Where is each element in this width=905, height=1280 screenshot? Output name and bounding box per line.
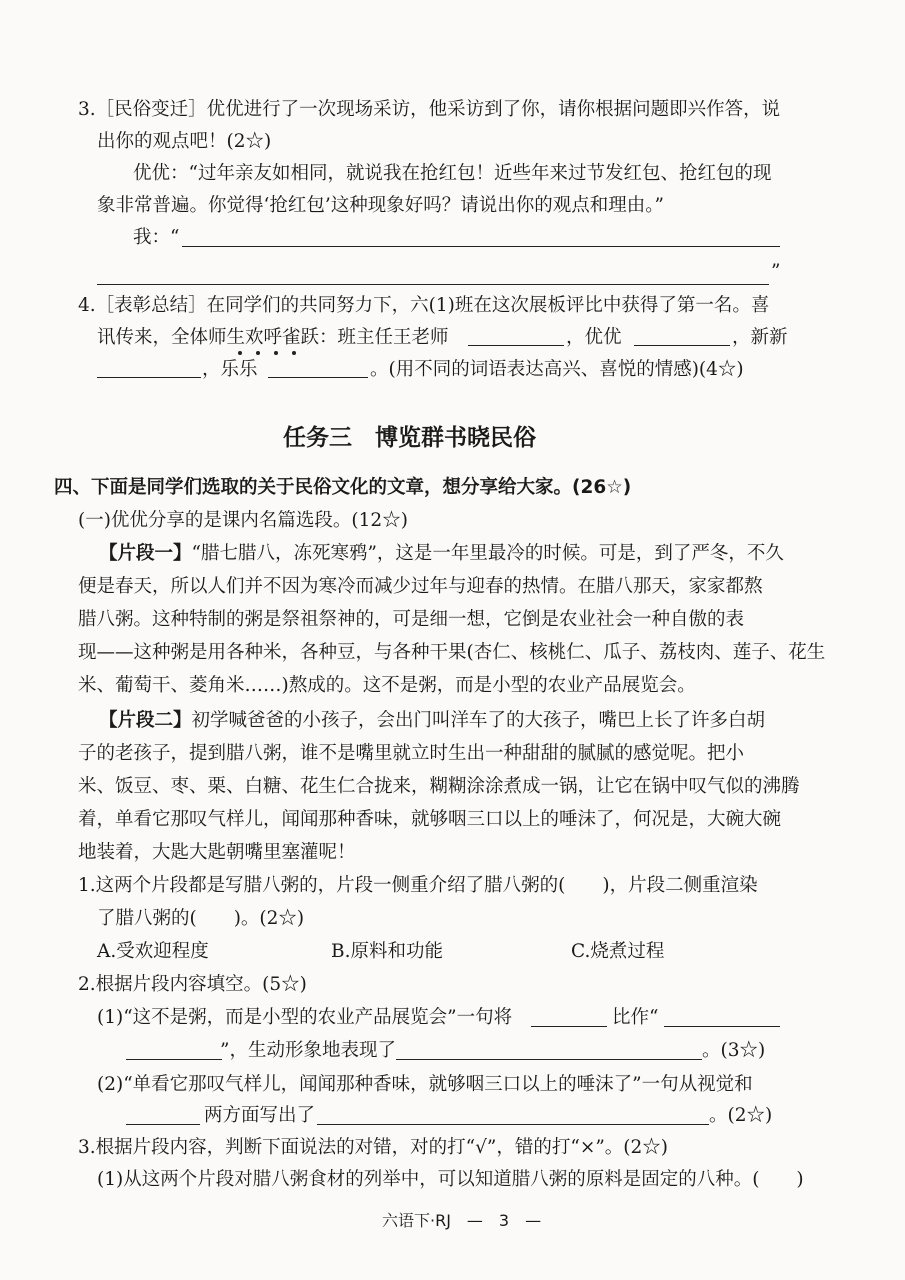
- q4-line1: 4.［表彰总结］在同学们的共同努力下，六(1)班在这次展板评比中获得了第一名。喜: [78, 295, 770, 316]
- q2-s1-blank-2[interactable]: [664, 1025, 780, 1027]
- q2-s1-c: ”，生动形象地表现了: [220, 1040, 396, 1061]
- q3b-heading: 3.根据片段内容，判断下面说法的对错，对的打“√”，错的打“×”。(2☆): [78, 1137, 668, 1158]
- passage1-text1: “腊七腊八，冻死寒鸦”，这是一年里最冷的时候。可是，到了严冬，不久: [191, 543, 784, 564]
- q4-blank-lele[interactable]: [268, 376, 368, 378]
- passage1-tag: 【片段一】: [99, 543, 192, 564]
- passage2-tag: 【片段二】: [99, 710, 192, 731]
- q3b-s1: (1)从这两个片段对腊八粥食材的列举中，可以知道腊八粥的原料是固定的八种。( ): [97, 1169, 804, 1190]
- q4-line3-a: ，乐乐: [202, 359, 258, 380]
- q2-s1-a: (1)“这不是粥，而是小型的农业产品展览会”一句将: [97, 1007, 513, 1028]
- section4-heading: 四、下面是同学们选取的关于民俗文化的文章，想分享给大家。(26☆): [54, 477, 632, 498]
- q1-option-a[interactable]: A.受欢迎程度: [97, 941, 209, 962]
- q1-line1: 1.这两个片段都是写腊八粥的，片段一侧重介绍了腊八粥的( )，片段二侧重渲染: [78, 875, 758, 896]
- q2-s1-blank-4[interactable]: [396, 1058, 702, 1060]
- q3-line1: 3.［民俗变迁］优优进行了一次现场采访，他采访到了你，请你根据问题即兴作答，说: [78, 99, 781, 120]
- passage1-line5: 米、葡萄干、菱角米……)熬成的。这不是粥，而是小型的农业产品展览会。: [78, 675, 696, 696]
- q3-quote-line1: 优优：“过年亲友如相同，就说我在抢红包！近些年来过节发红包、抢红包的现: [133, 163, 772, 184]
- passage1-line2: 便是春天，所以人们并不因为寒冷而减少过年与迎春的热情。在腊八那天，家家都熬: [78, 576, 763, 597]
- q3-answer-blank-1[interactable]: [182, 245, 780, 247]
- passage2-line2: 子的老孩子，提到腊八粥，谁不是嘴里就立时生出一种甜甜的腻腻的感觉呢。把小: [78, 743, 745, 764]
- emphasis-dot: [274, 351, 278, 355]
- passage2-line3: 米、饭豆、枣、栗、白糖、花生仁合拢来，糊糊涂涂煮成一锅，让它在锅中叹气似的沸腾: [78, 776, 800, 797]
- passage2-line5: 地装着，大匙大匙朝嘴里塞灌呢！: [78, 842, 356, 863]
- q4-blank-teacher[interactable]: [468, 344, 564, 346]
- passage2-line1: [99, 712, 765, 731]
- q2-s2-blank-1[interactable]: [126, 1123, 200, 1125]
- q2-s2-c: 。(2☆): [709, 1105, 773, 1126]
- q2-heading: 2.根据片段内容填空。(5☆): [78, 974, 307, 995]
- q4-line2-c: ，新新: [732, 327, 788, 348]
- page-footer: 六语下·RJ — 3 —: [382, 1211, 542, 1230]
- q2-s2-blank-2[interactable]: [317, 1123, 709, 1125]
- q3-quote-line2: 象非常普遍。你觉得‘抢红包’这种现象好吗？请说出你的观点和理由。”: [97, 195, 664, 216]
- q2-s2-b: 两方面写出了: [204, 1105, 316, 1126]
- passage1-line1: [99, 545, 784, 564]
- q1-line2: 了腊八粥的( )。(2☆): [97, 908, 305, 929]
- section4-sub1: (一)优优分享的是课内名篇选段。(12☆): [78, 510, 408, 531]
- q2-s1-blank-1[interactable]: [531, 1025, 607, 1027]
- emphasis-dot: [238, 351, 242, 355]
- q2-s1-d: 。(3☆): [702, 1040, 766, 1061]
- q2-s2-a: (2)“单看它那叹气样儿，闻闻那种香味，就够咽三口以上的唾沫了”一句从视觉和: [97, 1074, 753, 1095]
- q1-option-b[interactable]: B.原料和功能: [331, 941, 443, 962]
- passage1-line3: 腊八粥。这种特制的粥是祭祖祭神的，可是细一想，它倒是农业社会一种自傲的表: [78, 609, 745, 630]
- q1-option-c[interactable]: C.烧煮过程: [571, 941, 665, 962]
- emphasis-dot: [256, 351, 260, 355]
- q3-answer-blank-2[interactable]: [97, 283, 769, 285]
- q3-line2: 出你的观点吧！(2☆): [97, 131, 272, 152]
- q2-s1-blank-3[interactable]: [126, 1058, 222, 1060]
- q2-s1-b: 比作“: [612, 1007, 659, 1028]
- passage1-line4: 现——这种粥是用各种米，各种豆，与各种干果(杏仁、核桃仁、瓜子、荔枝肉、莲子、花生: [78, 642, 826, 663]
- q4-blank-youyou[interactable]: [634, 344, 730, 346]
- q4-line3-b: 。(用不同的词语表达高兴、喜悦的情感)(4☆): [370, 359, 744, 380]
- emphasis-dot: [292, 351, 296, 355]
- passage2-line4: 着，单看它那叹气样儿，闻闻那种香味，就够咽三口以上的唾沫了，何况是，大碗大碗: [78, 809, 782, 830]
- q3-me-label: 我：“: [133, 227, 180, 248]
- task3-title: 任务三 博览群书晓民俗: [283, 425, 536, 451]
- q4-line2-b: ，优优: [566, 327, 622, 348]
- q3-end-quote: ”: [771, 261, 781, 282]
- q4-line2-a: 讯传来，全体师生欢呼雀跃：班主任王老师: [97, 327, 449, 348]
- q4-blank-xinxin[interactable]: [97, 376, 201, 378]
- passage2-text1: 初学喊爸爸的小孩子，会出门叫洋车了的大孩子，嘴巴上长了许多白胡: [191, 710, 766, 731]
